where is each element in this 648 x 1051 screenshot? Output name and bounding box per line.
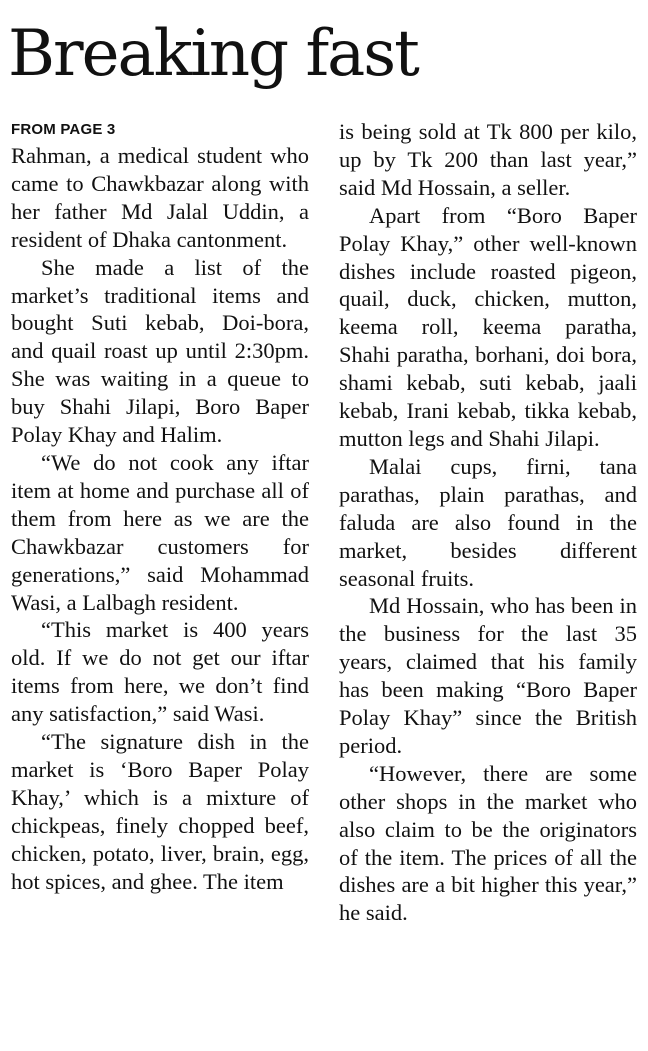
headline: Breaking fast	[8, 17, 418, 91]
article-paragraph: Rahman, a medical student who came to Chawkbazar along with her father Md Jalal Uddin, a resident of Dhaka cantonment.	[11, 143, 309, 252]
article-paragraph: Apart from “Boro Baper Polay Khay,” other well-known dishes include roasted pigeon, quail, duck, chicken, mutton, keema roll, keema paratha, Shahi paratha, borhani, doi bora, shami kebab, suti kebab, jaali kebab, Irani kebab, tikka kebab, mutton legs and Shahi Jilapi.	[339, 202, 637, 451]
article-paragraph: “This market is 400 years old. If we do not get our iftar items from here, we don’t find any satisfaction,” said Wasi.	[11, 617, 309, 727]
article-paragraph: is being sold at Tk 800 per kilo, up by Tk 200 than last year,” said Md Hossain, a seller.	[339, 119, 637, 200]
article-column-left	[11, 118, 309, 895]
article-paragraph: Md Hossain, who has been in the business for the last 35 years, claimed that his family has been making “Boro Baper Polay Khay” since the British period.	[339, 593, 637, 758]
article-paragraph: Malai cups, firni, tana parathas, plain parathas, and faluda are also found in the market, besides different seasonal fruits.	[339, 453, 637, 591]
article-paragraph: “The signature dish in the market is ‘Boro Baper Polay Khay,’ which is a mixture of chickpeas, finely chopped beef, chicken, potato, liver, brain, egg, hot spices, and ghee. The item	[11, 729, 309, 894]
article-paragraph: “We do not cook any iftar item at home and purchase all of them from here as we are the Chawkbazar customers for generations,” said Mohammad Wasi, a Lalbagh resident.	[11, 449, 309, 615]
article-paragraph: She made a list of the market’s traditional items and bought Suti kebab, Doi-bora, and quail roast up until 2:30pm. She was waiting in a queue to buy Shahi Jilapi, Boro Baper Polay Khay and Halim.	[11, 254, 309, 448]
article-paragraph: “However, there are some other shops in the market who also claim to be the originators of the item. The prices of all the dishes are a bit higher this year,” he said.	[339, 760, 637, 926]
continued-from-label: FROM PAGE 3	[11, 121, 116, 138]
article-column-right	[339, 118, 637, 927]
